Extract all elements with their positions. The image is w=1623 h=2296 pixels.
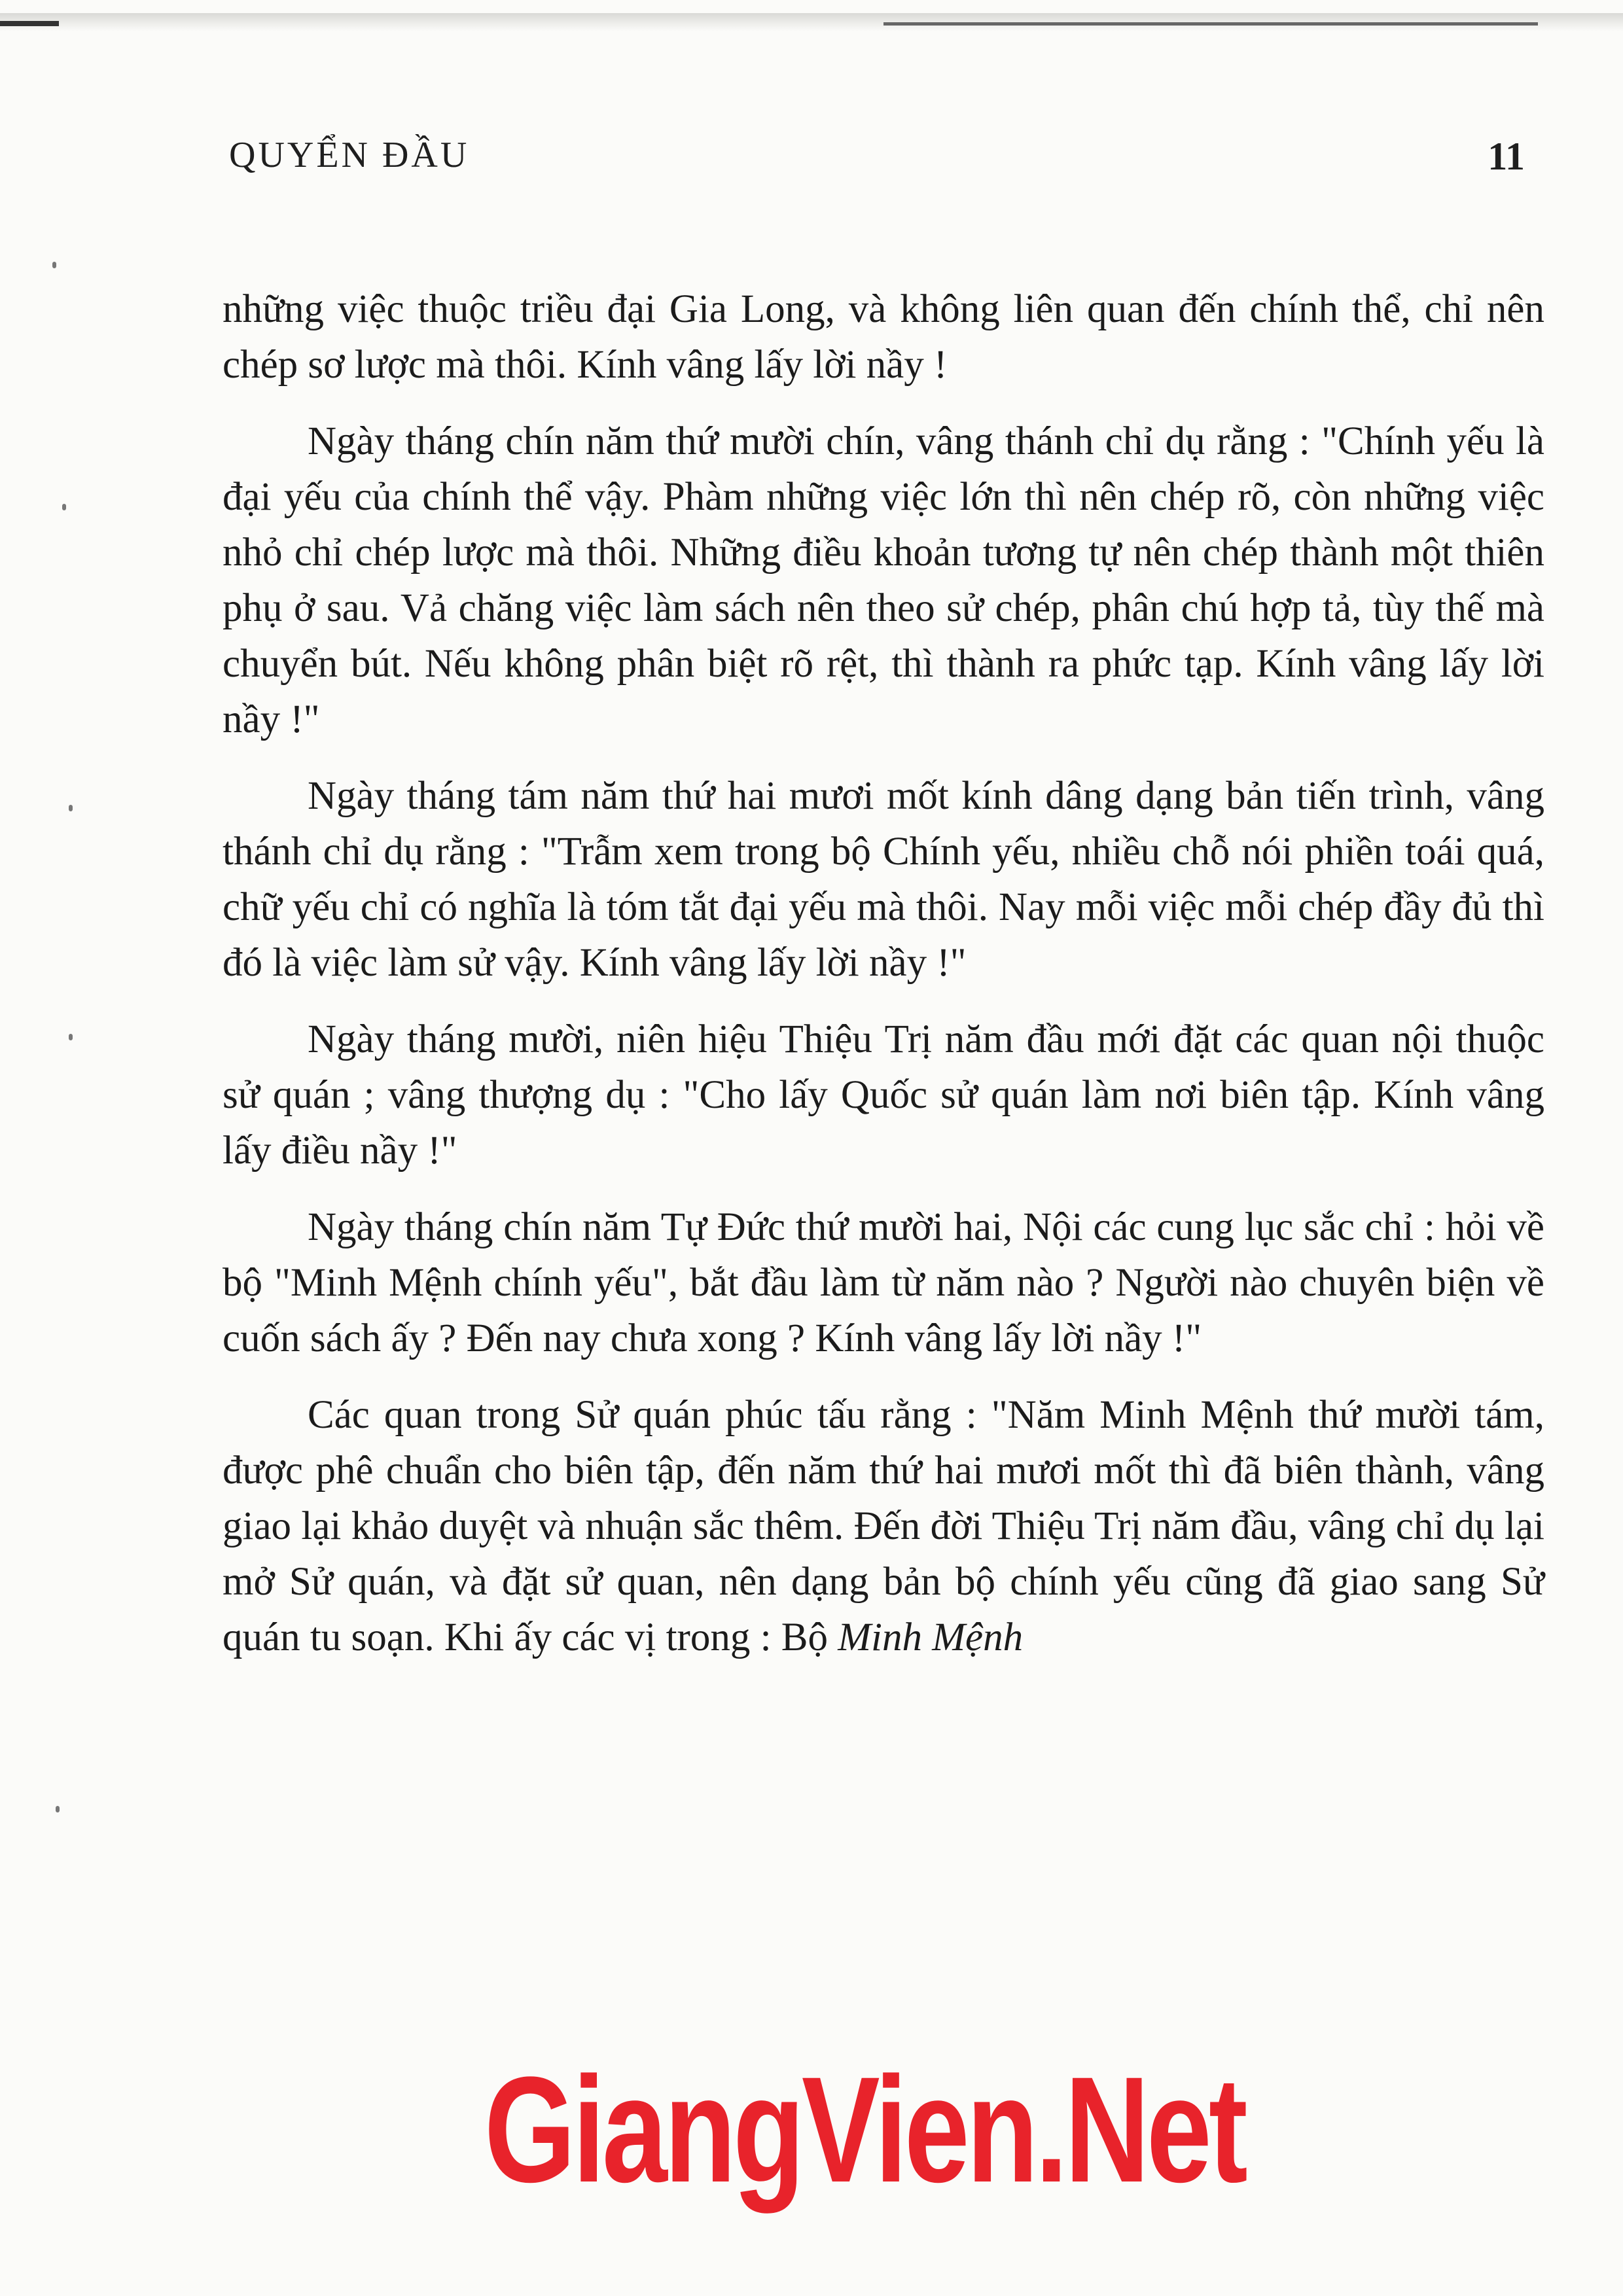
scan-speck xyxy=(52,262,56,268)
scan-speck xyxy=(62,504,66,510)
page-number: 11 xyxy=(1488,135,1525,178)
watermark-logo: GiangVien.Net xyxy=(484,2045,1245,2214)
body-text xyxy=(223,281,1544,1686)
scan-speck xyxy=(56,1806,60,1812)
scan-speck xyxy=(69,805,73,811)
paragraph-6-tail: : Bộ xyxy=(760,1616,828,1659)
paragraph-1: những việc thuộc triều đại Gia Long, và không liên quan đến chính thể, chỉ nên chép sơ lược mà thôi. Kính vâng lấy lời nầy ! xyxy=(223,287,1544,387)
paragraph-5: Ngày tháng chín năm Tự Đức thứ mười hai, Nội các cung lục sắc chỉ : hỏi về bộ "Minh Mệnh chính yếu", bắt đầu làm từ năm nào ? Người nào chuyên biện về cuốn sách ấy ? Đến nay chưa xong ? Kính vâng lấy lời nầy !" xyxy=(223,1205,1544,1360)
scan-edge xyxy=(0,13,1623,31)
paragraph-6-italic: Minh Mệnh xyxy=(838,1616,1024,1659)
running-title: QUYỂN ĐẦU xyxy=(229,135,470,175)
paragraph-4: Ngày tháng mười, niên hiệu Thiệu Trị năm đầu mới đặt các quan nội thuộc sử quán ; vâng thượng dụ : "Cho lấy Quốc sử quán làm nơi biên tập. Kính vâng lấy điều nầy !" xyxy=(223,1017,1544,1173)
scan-speck xyxy=(69,1034,73,1040)
paragraph-6 xyxy=(223,1387,1544,1665)
paragraph-3: Ngày tháng tám năm thứ hai mươi mốt kính dâng dạng bản tiến trình, vâng thánh chỉ dụ rằng : "Trẫm xem trong bộ Chính yếu, nhiều chỗ nói phiền toái quá, chữ yếu chỉ có nghĩa là tóm tắt đại yếu mà thôi. Nay mỗi việc mỗi chép đầy đủ thì đó là việc làm sử vậy. Kính vâng lấy lời nầy !" xyxy=(223,774,1544,985)
paragraph-6-text: Các quan trong Sử quán phúc tấu rằng : "Năm Minh Mệnh thứ mười tám, được phê chuẩn cho biên tập, đến năm thứ hai mươi mốt thì đã biên thành, vâng giao lại khảo duyệt và nhuận sắc thêm. Đến đời Thiệu Trị năm đầu, vâng chỉ dụ lại mở Sử quán, và đặt sử quan, nên dạng bản bộ chính yếu cũng đã giao sang Sử quán tu soạn. Khi ấy các vị trong xyxy=(223,1393,1544,1659)
page-header xyxy=(229,134,1525,186)
paragraph-2: Ngày tháng chín năm thứ mười chín, vâng thánh chỉ dụ rằng : "Chính yếu là đại yếu của chính thể vậy. Phàm những việc lớn thì nên chép rõ, còn những việc nhỏ chỉ chép lược mà thôi. Những điều khoản tương tự nên chép thành một thiên phụ ở sau. Vả chăng việc làm sách nên theo sử chép, phân chú hợp tả, tùy thế mà chuyển bút. Nếu không phân biệt rõ rệt, thì thành ra phức tạp. Kính vâng lấy lời nầy !" xyxy=(223,419,1544,741)
